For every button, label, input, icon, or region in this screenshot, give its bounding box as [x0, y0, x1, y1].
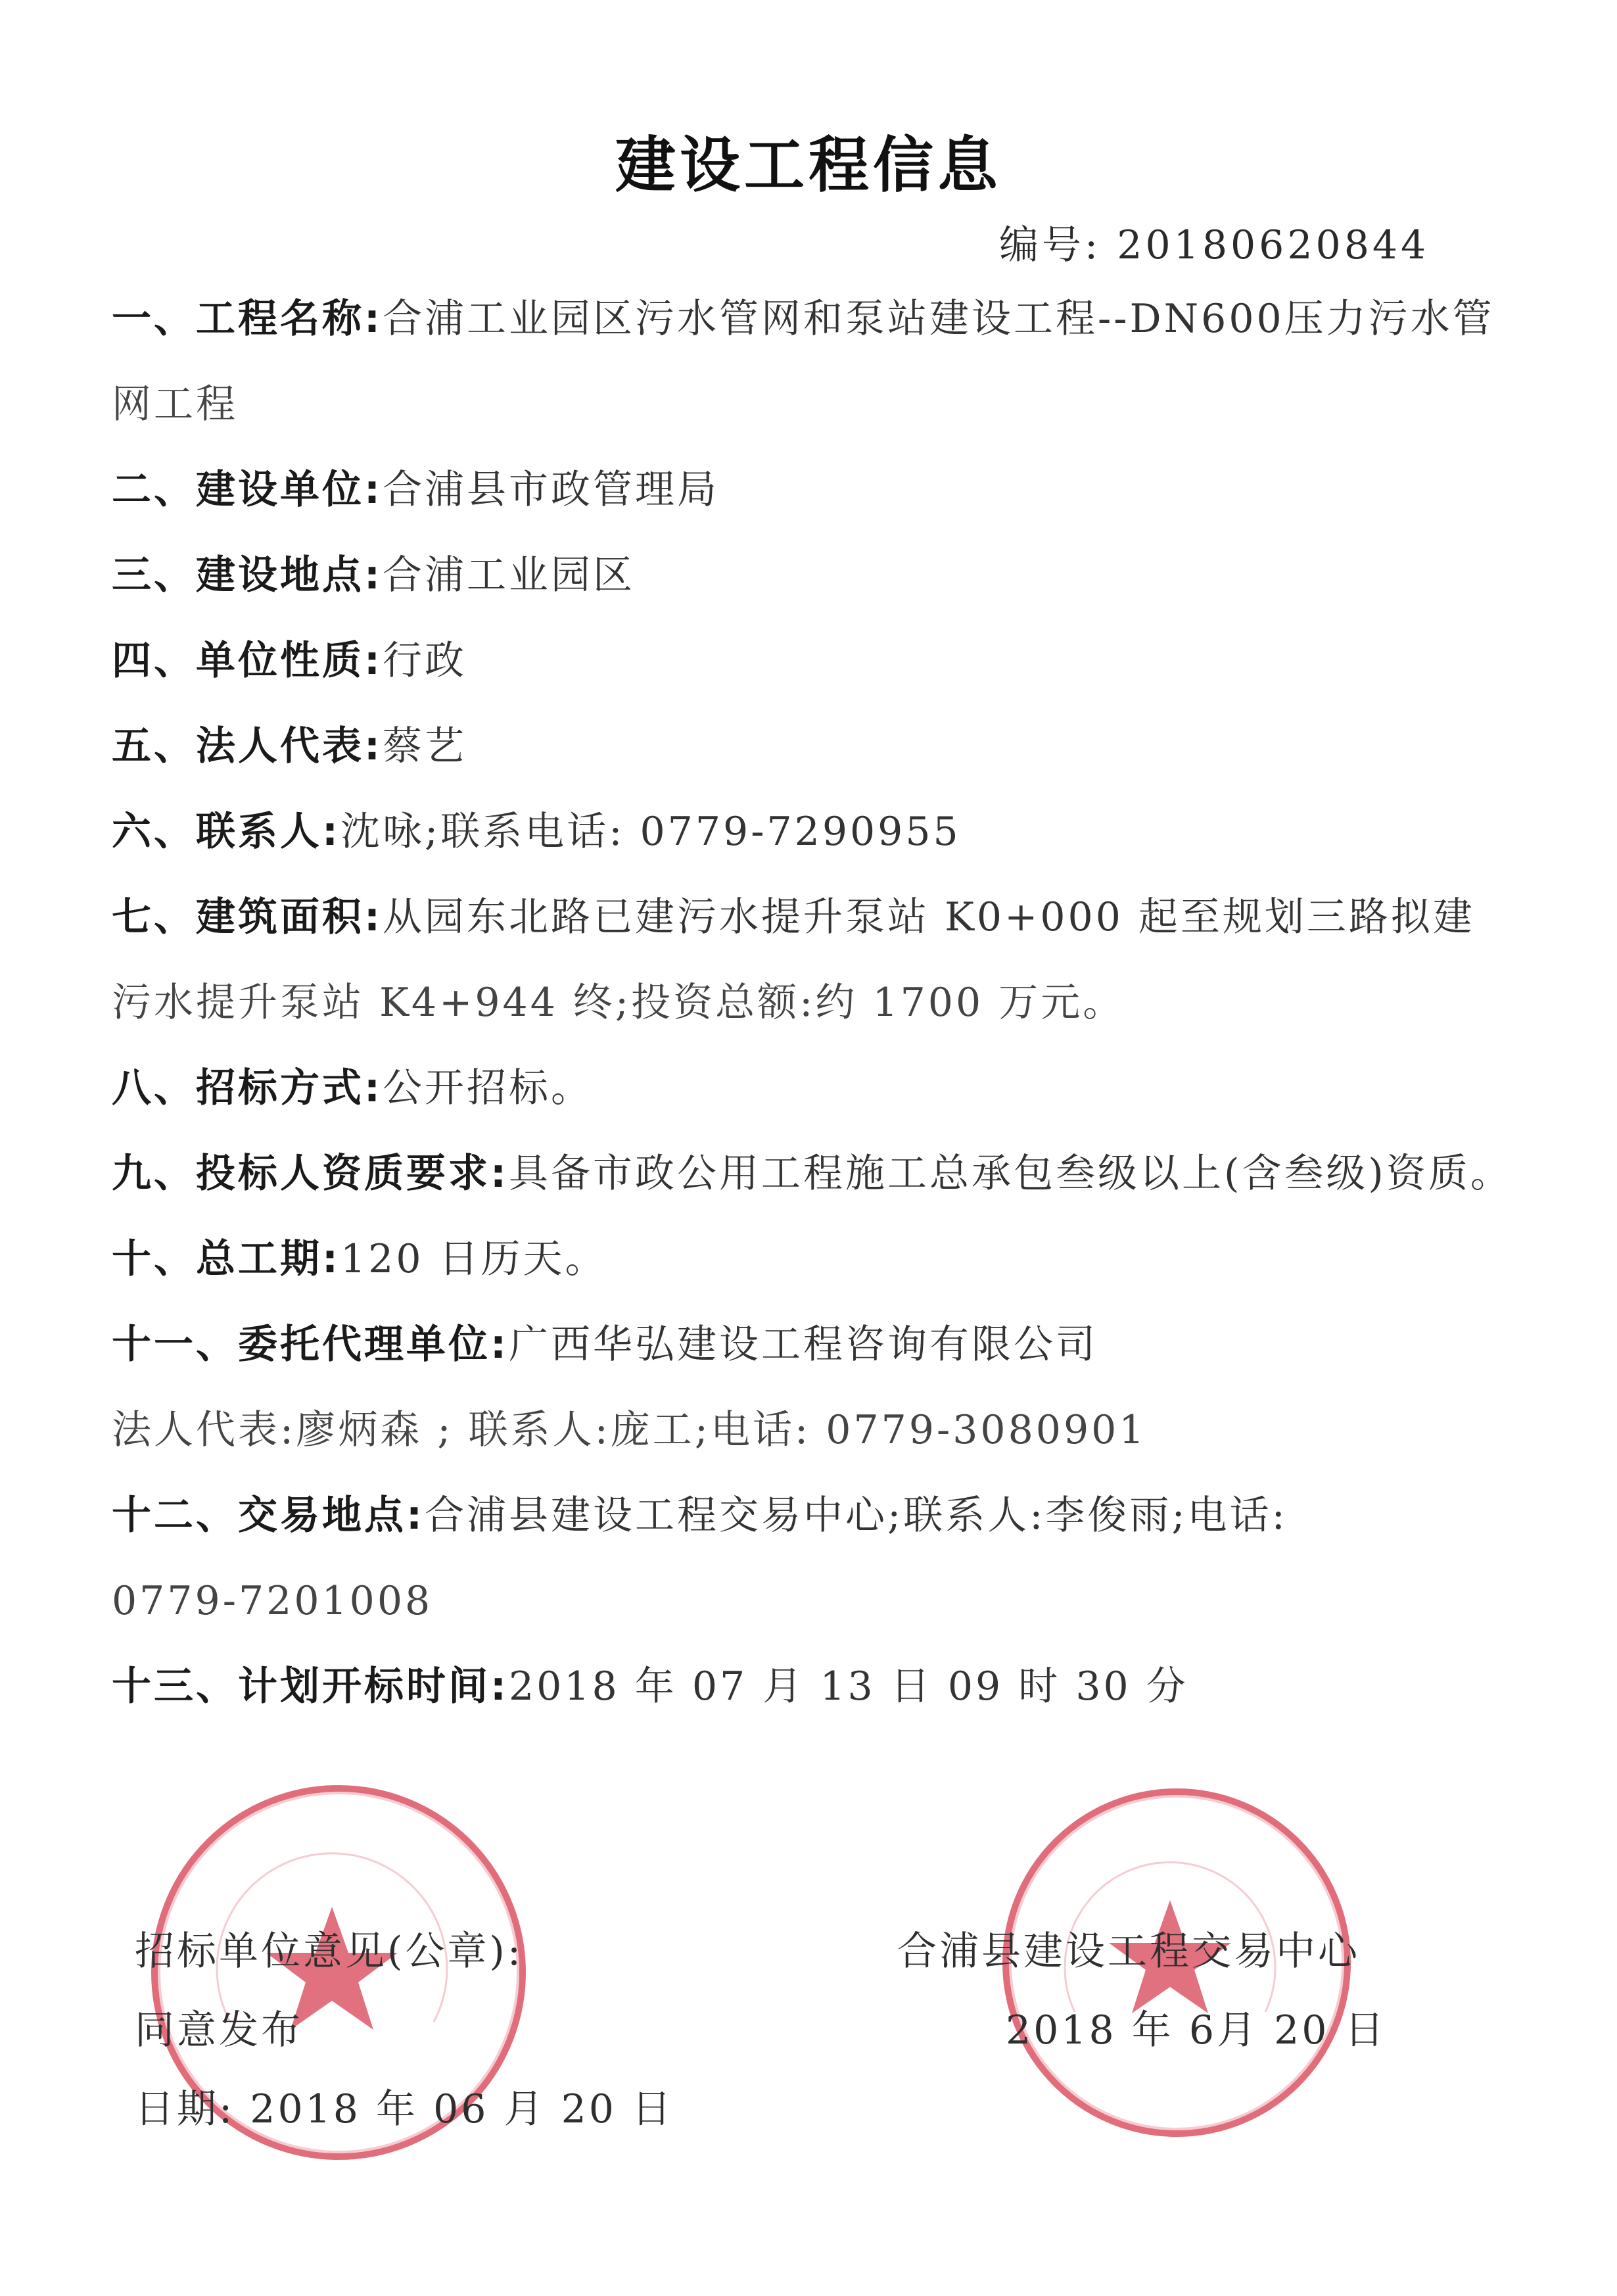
item-builder	[112, 467, 719, 513]
trading-center-name: 合浦县建设工程交易中心	[897, 1928, 1360, 1974]
item-label: 十二、交易地点:	[112, 1493, 425, 1539]
item-building-area-continuation: 污水提升泵站 K4+944 终;投资总额:约 1700 万元。	[112, 980, 1125, 1026]
item-label: 十一、委托代理单位:	[112, 1322, 509, 1368]
item-legal-rep	[112, 723, 467, 769]
item-value: 合浦工业园区	[383, 552, 635, 598]
trading-center-date: 2018 年 6月 20 日	[1006, 2007, 1387, 2053]
item-label: 三、建设地点:	[112, 552, 383, 598]
item-agent	[112, 1322, 1098, 1368]
item-value: 具备市政公用工程施工总承包叁级以上(含叁级)资质。	[509, 1151, 1512, 1197]
item-value: 公开招标。	[383, 1065, 593, 1111]
document-number-label: 编号:	[999, 222, 1102, 268]
item-label: 八、招标方式:	[112, 1065, 383, 1111]
item-value: 广西华弘建设工程咨询有限公司	[509, 1322, 1098, 1368]
item-duration	[112, 1236, 607, 1282]
item-label: 十、总工期:	[112, 1236, 340, 1282]
item-trading-place-continuation: 0779-7201008	[112, 1578, 433, 1624]
document-title: 建设工程信息	[615, 130, 1002, 201]
item-label: 一、工程名称:	[112, 296, 383, 342]
tender-opinion-label: 招标单位意见(公章):	[135, 1928, 524, 1974]
item-bid-method	[112, 1065, 593, 1111]
item-label: 四、单位性质:	[112, 638, 383, 684]
item-qualification	[112, 1151, 1512, 1197]
item-building-area	[112, 894, 1475, 940]
item-agent-continuation: 法人代表:廖炳森 ; 联系人:庞工;电话: 0779-3080901	[112, 1407, 1147, 1453]
item-label: 十三、计划开标时间:	[112, 1663, 509, 1710]
item-label: 九、投标人资质要求:	[112, 1151, 509, 1197]
item-label: 六、联系人:	[112, 809, 340, 855]
item-value: 蔡艺	[383, 723, 467, 769]
item-project-name	[112, 296, 1495, 342]
item-value: 沈咏;联系电话: 0779-7290955	[340, 809, 961, 855]
item-label: 二、建设单位:	[112, 467, 383, 513]
document-number-value: 20180620844	[1117, 222, 1430, 268]
item-unit-type	[112, 638, 467, 684]
tender-date: 日期: 2018 年 06 月 20 日	[135, 2086, 674, 2132]
item-location	[112, 552, 635, 598]
item-value: 行政	[383, 638, 467, 684]
item-contact	[112, 809, 961, 855]
item-value: 合浦工业园区污水管网和泵站建设工程--DN600压力污水管	[383, 296, 1495, 342]
item-value: 合浦县建设工程交易中心;联系人:李俊雨;电话:	[425, 1493, 1288, 1539]
item-value: 120 日历天。	[340, 1236, 607, 1282]
item-project-name-continuation: 网工程	[112, 381, 238, 427]
item-label: 五、法人代表:	[112, 723, 383, 769]
item-value: 2018 年 07 月 13 日 09 时 30 分	[509, 1663, 1188, 1710]
item-label: 七、建筑面积:	[112, 894, 383, 940]
item-value: 从园东北路已建污水提升泵站 K0+000 起至规划三路拟建	[383, 894, 1475, 940]
tender-decision: 同意发布	[135, 2007, 303, 2053]
item-opening-time	[112, 1663, 1188, 1710]
document-number	[999, 214, 1429, 270]
item-trading-place	[112, 1493, 1288, 1539]
item-value: 合浦县市政管理局	[383, 467, 719, 513]
